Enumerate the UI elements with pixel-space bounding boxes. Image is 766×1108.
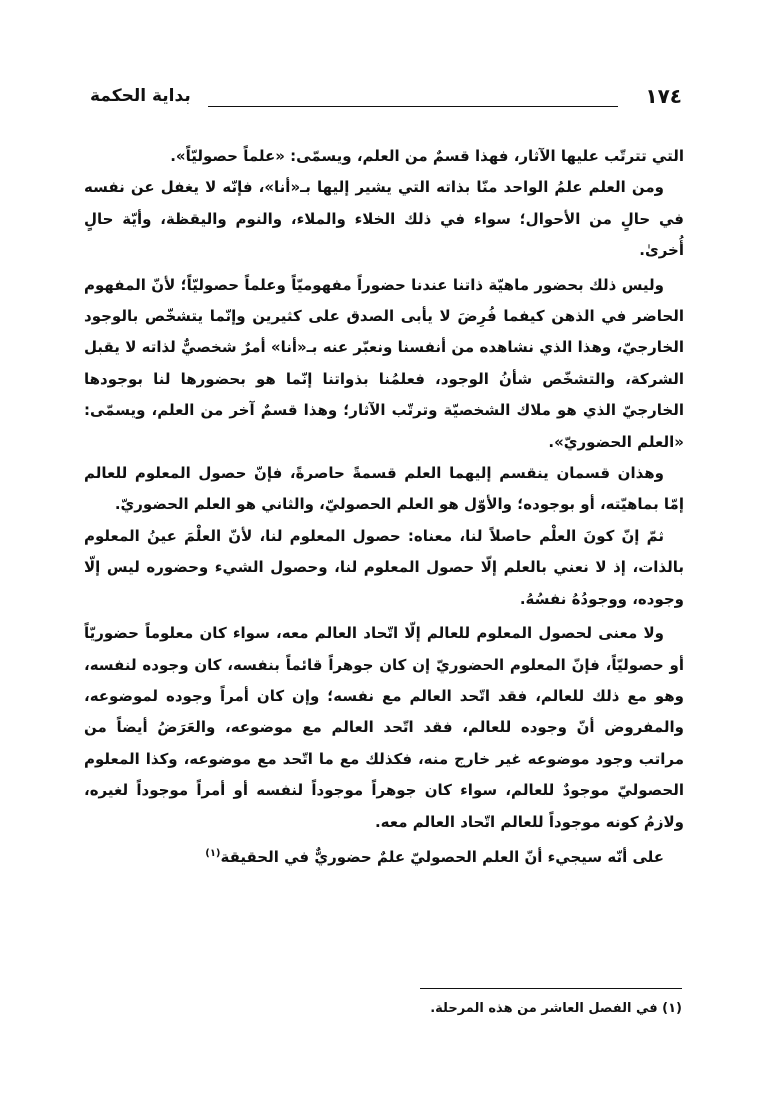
- paragraph-5: ثمّ إنّ كونَ العلْم حاصلاً لنا، معناه: حصول المعلوم لنا، لأنّ العلْمَ عينُ المعلوم بالذات، إذ لا نعني بالعلم إلّا حصول المعلوم لنا، وحصول الشيء وحضوره ليس إلّا وجوده، ووجودُهُ نفسُهُ.: [84, 526, 684, 608]
- main-text: [84, 141, 684, 873]
- paragraph-1: التي تترتّب عليها الآثار، فهذا قسمٌ من العلم، ويسمّى: «علماً حصوليّاً».: [170, 147, 684, 165]
- paragraph-3: وليس ذلك بحضور ماهيّة ذاتنا عندنا حضوراً مفهوميّاً وعلماً حصوليّاً؛ لأنّ المفهوم الحاضر في الذهن كيفما فُرِضَ لا يأبى الصدق على كثيرين وإنّما يتشخّص بالوجود الخارجيّ، وهذا الذي نشاهده من أنفسنا ونعبّر عنه بـ«أنا» أمرٌ شخصيٌّ لذاته لا يقبل الشركة، والتشخّص شأنُ الوجود، فعلمُنا بذواتنا إنّما هو بحضورها لنا بوجودها الخارجيّ الذي هو ملاك الشخصيّة وترتّب الآثار؛ وهذا قسمٌ آخر من العلم، ويسمّى: «العلم الحضوريّ».: [84, 275, 684, 451]
- paragraph-7-text: على أنّه سيجيء أنّ العلم الحصوليّ علمٌ حضوريٌّ في الحقيقة: [220, 847, 664, 866]
- footnote-reference: (١): [205, 847, 221, 859]
- footnote: (١) في الفصل العاشر من هذه المرحلة.: [430, 1001, 682, 1016]
- header-rule: [208, 106, 618, 107]
- paragraph-2: ومن العلم علمُ الواحد منّا بذاته التي يشير إليها بـ«أنا»، فإنّه لا يغفل عن نفسه في حالٍ من الأحوال؛ سواء في ذلك الخلاء والملاء، والنوم واليقظة، وأيّة حالٍ أُخرىٰ.: [84, 178, 684, 260]
- book-title: بداية الحكمة: [90, 86, 191, 106]
- running-header: [90, 84, 682, 118]
- paragraph-7: [84, 838, 684, 873]
- paragraph-4: وهذان قسمان ينقسم إليهما العلم قسمةً حاصرةً، فإنّ حصول المعلوم للعالم إمّا بماهيّته، أو بوجوده؛ والأوّل هو العلم الحصوليّ، والثاني هو العلم الحضوريّ.: [84, 464, 684, 514]
- paragraph-6: ولا معنى لحصول المعلوم للعالم إلّا اتّحاد العالم معه، سواء كان معلوماً حضوريّاً أو حصوليّاً، فإنّ المعلوم الحضوريّ إن كان جوهراً قائماً بنفسه، كان وجوده لنفسه، وهو مع ذلك للعالم، فقد اتّحد العالم مع نفسه؛ وإن كان أمراً وجوده لموضوعه، والمفروض أنّ وجوده للعالم، فقد اتّحد العالم مع موضوعه، والعَرَضُ أيضاً من مراتب وجود موضوعه غير خارج منه، فكذلك مع ما اتّحد مع موضوعه، وكذا المعلوم الحصوليّ موجودٌ للعالم، سواء كان جوهراً موجوداً لنفسه أو أمراً موجوداً لغيره، ولازمُ كونه موجوداً للعالم اتّحاد العالم معه.: [84, 624, 684, 831]
- page-number: ١٧٤: [645, 84, 682, 108]
- footnote-rule: [420, 988, 682, 989]
